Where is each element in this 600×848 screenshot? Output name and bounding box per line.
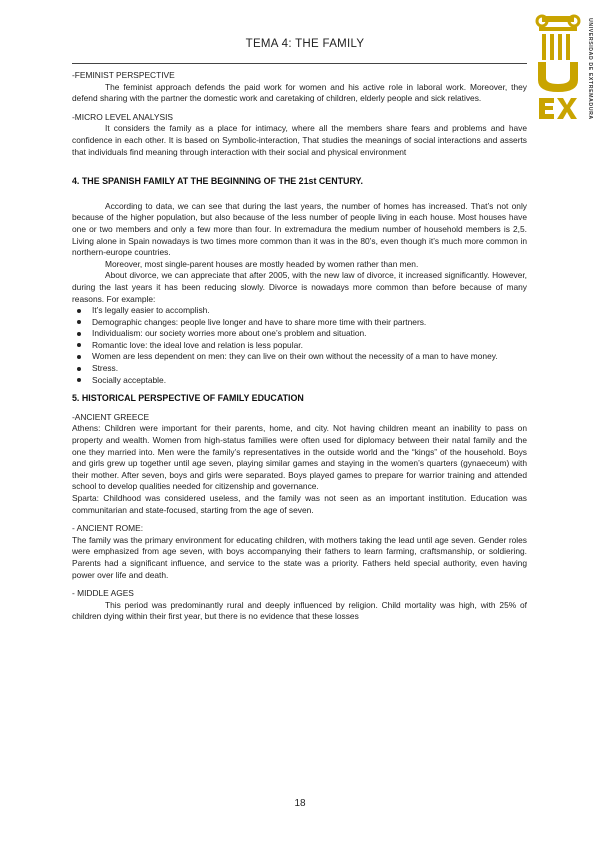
micro-paragraph: It considers the family as a place for intimacy, where all the members share fears and problems and have confidence in each other. It is based on Symbolic-interaction, That studies the meanings of social interactions and asserts that individuals find meaning through interaction with their social and physical environment: [72, 123, 527, 157]
micro-label: -MICRO LEVEL ANALYSIS: [72, 111, 173, 122]
list-item: Socially acceptable.: [72, 375, 527, 387]
page-header-title: TEMA 4: THE FAMILY: [245, 38, 365, 50]
section-4-heading: 4. THE SPANISH FAMILY AT THE BEGINNING OF THE 21st CENTURY.: [72, 176, 363, 187]
section-5-heading: 5. HISTORICAL PERSPECTIVE OF FAMILY EDUCATION: [72, 393, 304, 404]
feminist-label: -FEMINIST PERSPECTIVE: [72, 70, 175, 80]
feminist-paragraph: The feminist approach defends the paid work for women and his active role in laboral work. Moreover, they defend sharing with the partner the domestic work and caretaking of children, elderly people and sick relatives.: [72, 81, 527, 104]
university-columns-icon: [533, 12, 595, 130]
middle-ages-paragraph: This period was predominantly rural and deeply influenced by religion. Child mortality was high, with 25% of children dying within their first year, but there is no evidence that these losses: [72, 599, 527, 622]
list-item: Romantic love: the ideal love and relation is less popular.: [72, 340, 527, 352]
logo-vertical-text: UNIVERSIDAD DE EXTREMADURA: [587, 18, 593, 120]
page-content: [72, 70, 527, 623]
greece-label: -ANCIENT GREECE: [72, 411, 150, 422]
university-logo: [533, 12, 595, 130]
list-item: Women are less dependent on men: they can live on their own without the necessity of a man to have money.: [72, 351, 527, 363]
section-4-paragraph-2: Moreover, most single-parent houses are mostly headed by women rather than men.: [105, 258, 419, 269]
section-4-paragraph-3: About divorce, we can appreciate that after 2005, with the new law of divorce, it increased significantly. However, during the last years it has been reducing slowly. Divorce is nowadays more common than before because of many reasons. For example:: [72, 270, 527, 304]
list-item: Individualism: our society worries more about one’s problem and situation.: [72, 328, 527, 340]
greece-sparta-paragraph: Sparta: Childhood was considered useless, and the family was not seen as an important institution. Education was communitarian and state-focused, starting from the age of seven.: [72, 493, 527, 515]
page-number: 18: [294, 798, 306, 809]
list-item: Demographic changes: people live longer and have to share more time with their partners.: [72, 317, 527, 329]
list-item: It’s legally easier to accomplish.: [72, 305, 527, 317]
rome-label: - ANCIENT ROME:: [72, 523, 144, 534]
greece-athens-paragraph: Athens: Children were important for their parents, home, and city. Not having children meant an inability to pass on property and wealth. Women from high-status families were often used for diplomacy between their natal family and the one they married into. Men were the family’s representatives in the outside world and the “kings” of the household. Boys and girls grew up together until age seven, playing similar games and staying in the women’s quarters (gynaeceum) with their mother. After seven, boys and girls were separated. Boys played games to prepare for warrior training and attended school to develop qualities needed for citizenship and governance.: [72, 423, 527, 492]
header-divider: [72, 63, 527, 64]
section-4-paragraph-1: According to data, we can see that during the last years, the number of homes has increased. That’s not only because of the higher population, but also because of the less number of people living in each house. Most houses have one or two members and only a few more than four. In extremadura the medium number of household members is 2,5. Living alone in Spain nowadays is two times more common than it was in the 80’s, even though it’s much more common in northern-europe countries.: [72, 200, 527, 258]
rome-paragraph: The family was the primary environment for educating children, with mothers taking the lead until age seven. Gender roles were emphasized from age seven, with boys accompanying their fathers to learn farming, craftsmanship, or soldiering. Parents had a significant influence, and service to the state was a priority. Fathers held special authority, even having power over life and death.: [72, 534, 527, 580]
middle-ages-label: - MIDDLE AGES: [72, 588, 134, 599]
list-item: Stress.: [72, 363, 527, 375]
divorce-reasons-list: [72, 305, 527, 386]
